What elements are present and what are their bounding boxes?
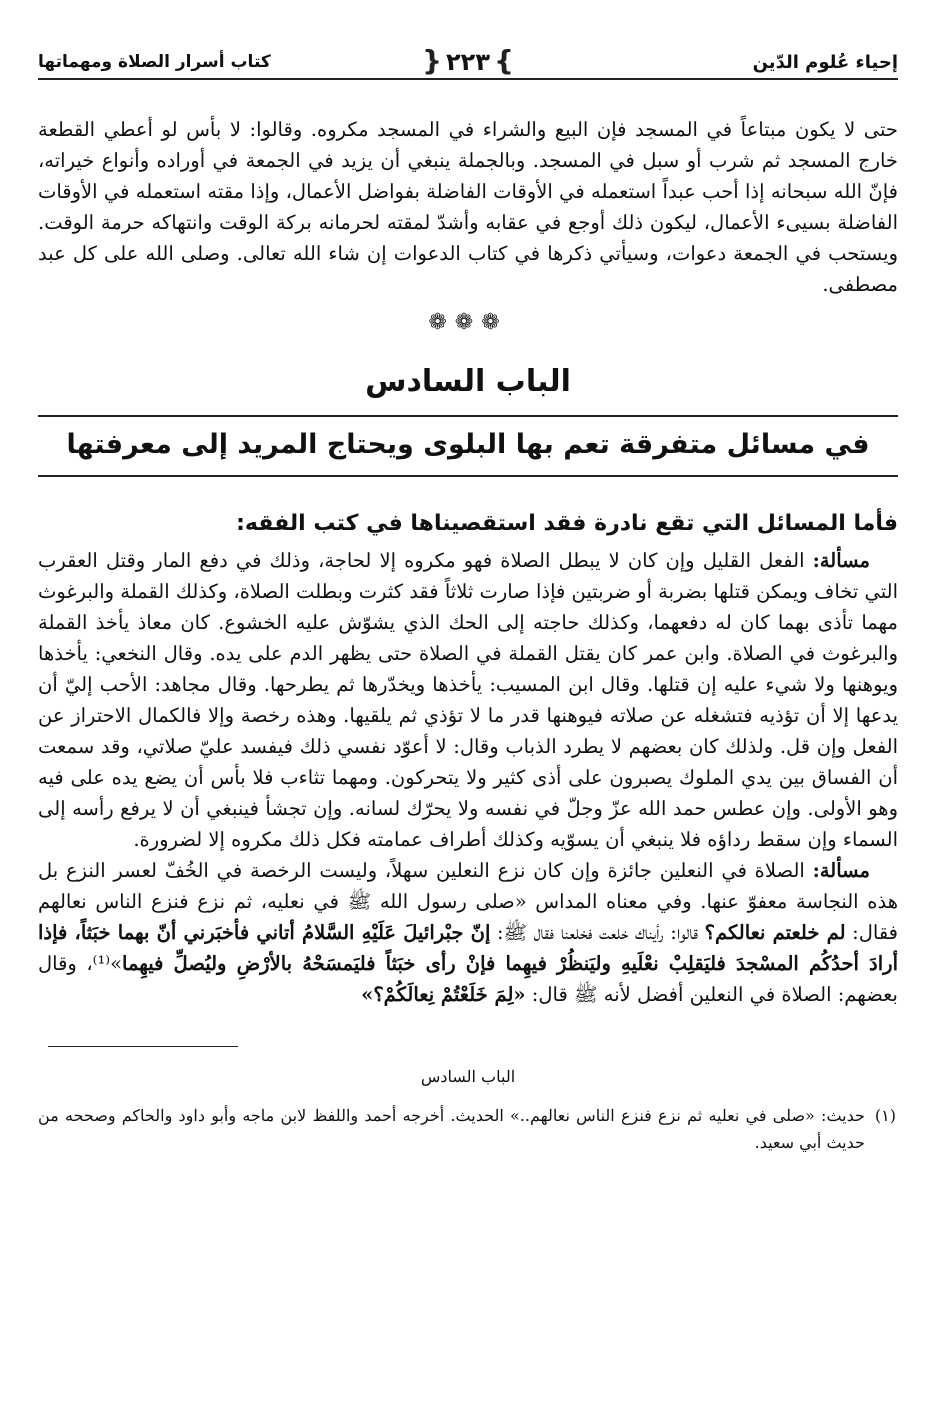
- issue-2-text-b: قالوا: رأيناك خلعت فخلعنا فقال ﷺ:: [490, 921, 705, 944]
- left-ornament-brace: }: [493, 44, 514, 77]
- issue-2-paragraph: [38, 855, 898, 1010]
- issue-1: [38, 545, 898, 855]
- footnote-chapter-label: الباب السادس: [420, 1067, 516, 1086]
- footnote: [38, 1102, 898, 1156]
- hadith-quote-b: إنّ جبْرائيلَ عَلَيْهِ السَّلامُ أتاني فأخبَرني أنّ بهما خبَثاً، فإذا أرادَ أحدُكُم المسْجدَ فليَقلِبْ نعْلَيهِ وليَنظُرْ فيهِما فإنْ رأى خبَثاً فليَمسَحْهُ بالأرْضِ وليُصلِّ فيهِما: [38, 921, 898, 975]
- footnote-text: حديث: «صلى في نعليه ثم نزع فنزع الناس نعالهم..» الحديث. أخرجه أحمد واللفظ لابن ماجه وأبو داود والحاكم وصححه من حديث أبي سعيد.: [38, 1106, 865, 1152]
- section-ornament: ❁❁❁: [428, 310, 508, 335]
- hadith-quote-c: «لِمَ خَلَعْتُمْ نِعالَكُمْ؟»: [361, 983, 526, 1006]
- page-header: [38, 38, 898, 80]
- page-number: [418, 44, 518, 77]
- right-ornament-brace: {: [422, 44, 443, 77]
- footnote-number: (١): [874, 1106, 896, 1125]
- section-heading-box: [38, 415, 898, 477]
- chapter-heading: الباب السادس: [365, 364, 571, 399]
- intro-paragraph: حتى لا يكون مبتاعاً في المسجد فإن البيع والشراء في المسجد مكروه. وقالوا: لا بأس لو أعطي القطعة خارج المسجد ثم شرب أو سبل في المسجد. وبالجملة ينبغي أن يزيد في الجمعة في أوراده وأنواع خيراته، فإنّ الله سبحانه إذا أحب عبداً استعمله في الأوقات الفاضلة بفواضل الأعمال، وإذا مقته استعمله في الأوقات الفاضلة بسيىء الأعمال، ليكون ذلك أوجع في عقابه وأشدّ لمقته لحرمانه بركة الوقت وانتهاكه حرمة الوقت. ويستحب في الجمعة دعوات، وسيأتي ذكرها في كتاب الدعوات إن شاء الله تعالى. وصلى الله على كل عبد مصطفى.: [38, 118, 898, 296]
- book-title: إحياء عُلوم الدّين: [752, 52, 898, 73]
- issue-2-label: مسألة:: [812, 859, 870, 882]
- book-page: [38, 38, 898, 1358]
- chapter-running-title: كتاب أسرار الصلاة ومهماتها: [38, 52, 271, 72]
- issue-2-text-a: الصلاة في النعلين جائزة وإن كان نزع النعلين سهلاً، وليست الرخصة في الخُفّ لعسر النزع بل هذه النجاسة معفوّ عنها. وفي معناه المداس «صلى رسول الله ﷺ في نعليه، ثم نزع فنزع الناس نعالهم فقال:: [38, 859, 899, 944]
- section-heading: في مسائل متفرقة تعم بها البلوى ويحتاج المريد إلى معرفتها: [66, 429, 870, 460]
- issue-2-text-c: »⁽¹⁾، وقال بعضهم: الصلاة في النعلين أفضل لأنه ﷺ قال:: [38, 952, 898, 1006]
- issue-1-text: الفعل القليل وإن كان لا يبطل الصلاة فهو مكروه إلا لحاجة، وذلك في دفع المار وقتل العقرب التي تخاف ويمكن قتلها بضربة أو ضربتين فإذا صارت ثلاثاً فقد كثرت وبطلت الصلاة، وكذلك القملة والبرغوث مهما تأذى بهما كان له دفعهما، وكذلك حاجته إلى الحك الذي يشوّش عليه الخشوع. كان معاذ يأخذ القملة والبرغوث في الصلاة. وابن عمر كان يقتل القملة في الصلاة حتى يظهر الدم على يده. وقال النخعي: يأخذها ويوهنها ولا شيء عليه إن قتلها. وقال ابن المسيب: يأخذها ويخدّرها ثم يطرحها. وقال مجاهد: الأحب إليّ أن يدعها إلا أن تؤذيه فتشغله عن صلاته فيوهنها قدر ما لا تؤذي ثم يلقيها. وهذه رخصة وإلا فالكمال الاحتراز عن الفعل وإن قل. ولذلك كان بعضهم لا يطرد الذباب وقال: لا أعوّد نفسي ذلك فيفسد عليّ صلاتي، وقد سمعت أن الفساق بين يدي الملوك يصبرون على أذى كثير ولا يتحركون. ومهما تثاءب فلا بأس أن يضع يده على فيه وهو الأولى. وإن عطس حمد الله عزّ وجلّ في نفسه ولا يحرّك لسانه. وإن تجشأ فينبغي أن لا يرفع رأسه إلى السماء وإن سقط رداؤه فلا ينبغي أن يسوّيه وكذلك أطراف عمامته فكل ذلك مكروه إلا لضرورة.: [38, 549, 898, 851]
- hadith-quote-a: لم خلعتم نعالكم؟: [704, 921, 846, 944]
- issue-1-paragraph: [38, 545, 898, 855]
- subheading: فأما المسائل التي تقع نادرة فقد استقصيناها في كتب الفقه:: [236, 511, 898, 536]
- issue-1-label: مسألة:: [812, 549, 870, 572]
- footnote-separator: [48, 1046, 238, 1047]
- issue-2: [38, 855, 898, 1010]
- page-number-text: ٢٢٣: [446, 48, 490, 76]
